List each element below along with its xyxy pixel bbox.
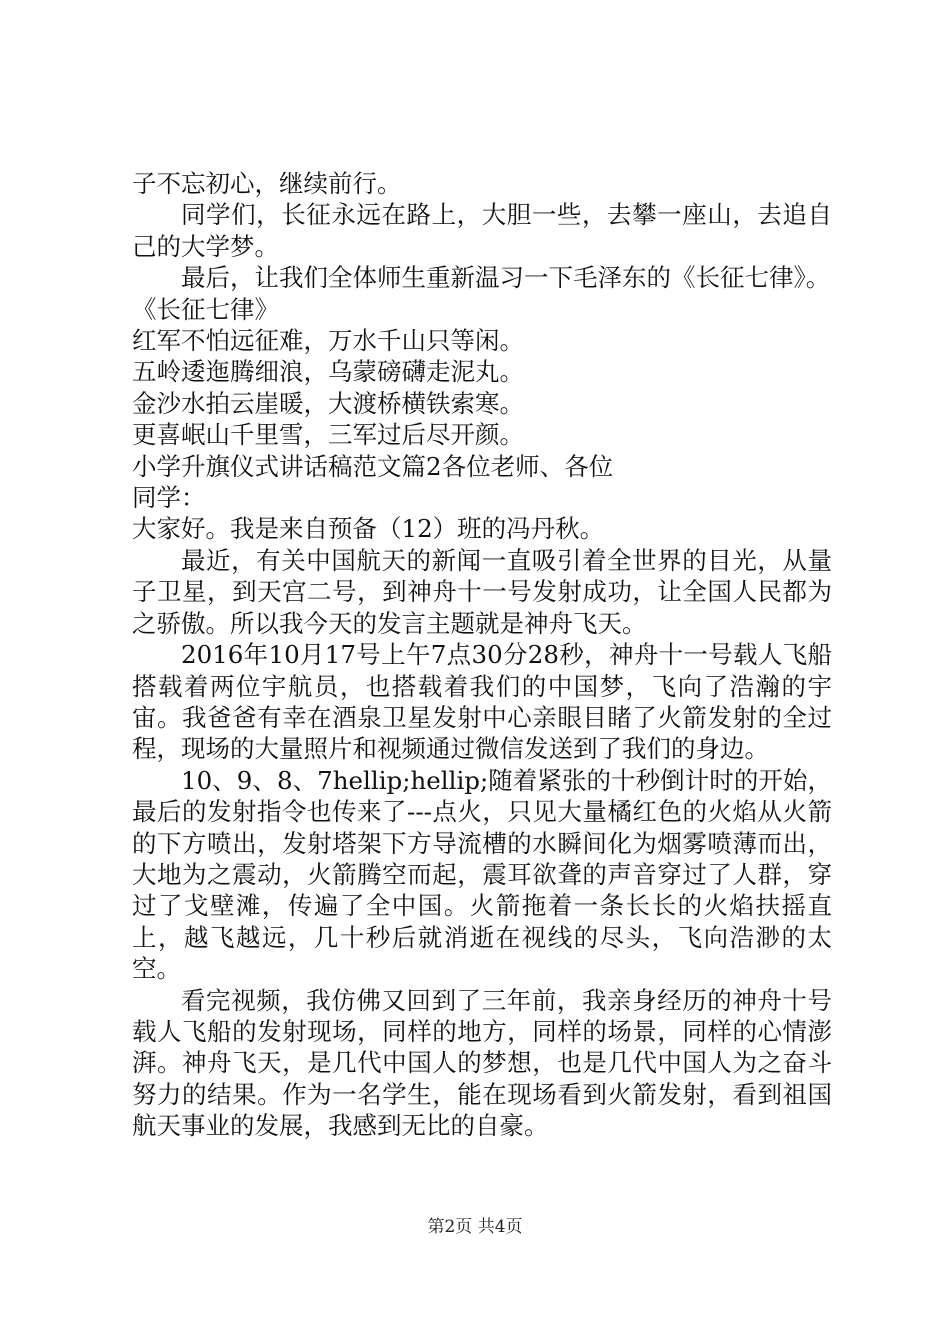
poem-line: 金沙水拍云崖暖，大渡桥横铁索寒。 [132,388,524,418]
section-heading: 小学升旗仪式讲话稿范文篇2各位老师、各位 [132,451,614,481]
greeting: 大家好。我是来自预备（12）班的冯丹秋。 [132,514,605,544]
paragraph: 2016年10月17号上午7点30分28秒，神舟十一号载人飞船搭载着两位宇航员，也搭载着我们的中国梦，飞向了浩瀚的宇宙。我爸爸有幸在酒泉卫星发射中心亲眼目睹了火箭发射的全过程，现场的大量照片和视频通过微信发送到了我们的身边。 [132,640,832,764]
poem-title: 《长征七律》 [132,294,279,324]
document-body [132,168,832,1142]
poem-line: 红军不怕远征难，万水千山只等闲。 [132,326,524,356]
paragraph: 最近，有关中国航天的新闻一直吸引着全世界的目光，从量子卫星，到天宫二号，到神舟十一号发射成功，让全国人民都为之骄傲。所以我今天的发言主题就是神舟飞天。 [132,545,832,638]
poem-line: 更喜岷山千里雪，三军过后尽开颜。 [132,420,524,450]
poem-line: 五岭逶迤腾细浪，乌蒙磅礴走泥丸。 [132,357,524,387]
paragraph: 10、9、8、7hellip;hellip;随着紧张的十秒倒计时的开始，最后的发射指令也传来了---点火，只见大量橘红色的火焰从火箭的下方喷出，发射塔架下方导流槽的水瞬间化为烟雾喷薄而出，大地为之震动，火箭腾空而起，震耳欲聋的声音穿过了人群，穿过了戈壁滩，传遍了全中国。火箭拖着一条长长的火焰扶摇直上，越飞越远，几十秒后就消逝在视线的尽头，飞向浩渺的太空。 [132,765,832,984]
section-heading-continuation: 同学： [132,483,206,513]
paragraph-continuation: 子不忘初心，继续前行。 [132,169,402,198]
page-number: 第2页 共4页 [427,1217,523,1237]
paragraph: 最后，让我们全体师生重新温习一下毛泽东的《长征七律》。 [181,263,831,293]
paragraph: 同学们，长征永远在路上，大胆一些，去攀一座山，去追自己的大学梦。 [132,200,832,261]
paragraph: 看完视频，我仿佛又回到了三年前，我亲身经历的神舟十号载人飞船的发射现场，同样的地方，同样的场景，同样的心情澎湃。神舟飞天，是几代中国人的梦想，也是几代中国人为之奋斗努力的结果。作为一名学生，能在现场看到火箭发射，看到祖国航天事业的发展，我感到无比的自豪。 [132,985,832,1141]
